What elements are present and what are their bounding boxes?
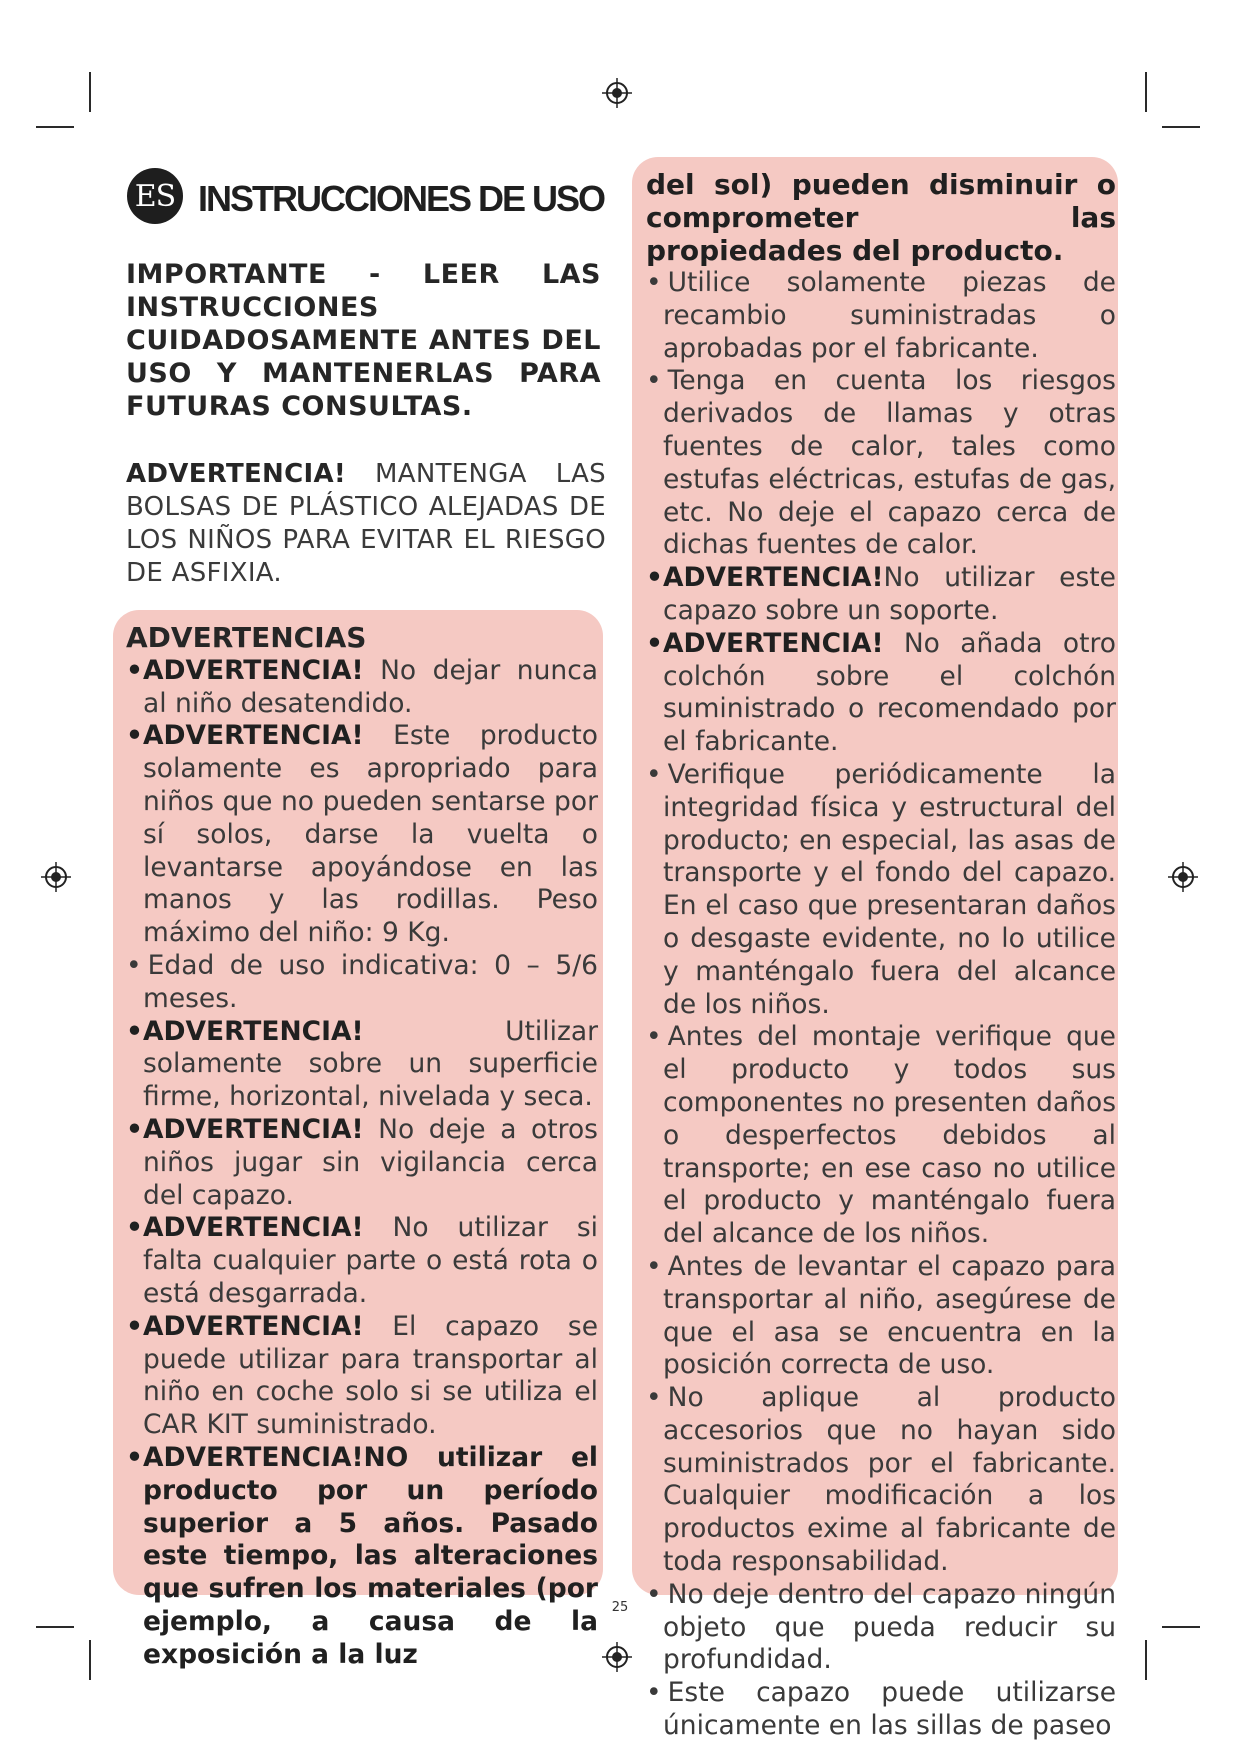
- bullet-icon: •: [126, 1441, 143, 1473]
- crop-mark: [1162, 1626, 1200, 1628]
- item-text: Tenga en cuenta los riesgos derivados de llamas y otras fuentes de calor, tales como estufas eléctricas, estufas de gas, etc. No deje el capazo cerca de dichas fuentes de calor.: [663, 365, 1116, 561]
- warnings-list-right: [646, 267, 1116, 1743]
- list-item: [646, 1251, 1116, 1382]
- list-item: [646, 628, 1116, 759]
- item-text: Verifique periódicamente la integridad física y estructural del producto; en especial, las asas de transporte y el fondo del capazo. En el caso que presentaran daños o desgaste evidente, no lo utilice y manténgalo fuera del alcance de los niños.: [663, 758, 1116, 1020]
- bullet-icon: •: [646, 562, 663, 594]
- item-text: No utilizar si falta cualquier parte o está rota o está desgarrada.: [143, 1212, 598, 1309]
- bullet-icon: •: [646, 1250, 662, 1282]
- bullet-icon: •: [126, 949, 142, 981]
- registration-mark-icon: [602, 1642, 632, 1672]
- crop-mark: [1162, 126, 1200, 128]
- item-text: Antes del montaje verifique que el producto y todos sus componentes no presenten daños o desperfectos debidos al transporte; en ese caso no utilice el producto y manténgalo fuera del alcance de los niños.: [663, 1021, 1116, 1250]
- bullet-icon: •: [126, 1212, 143, 1244]
- item-text: Este producto solamente es apropriado para niños que no pueden sentarse por sí solos, darse la vuelta o levantarse apoyándose en las manos y las rodillas. Peso máximo del niño: 9 Kg.: [143, 720, 598, 949]
- bullet-icon: •: [646, 365, 662, 397]
- list-item: [646, 1579, 1116, 1677]
- list-item: [646, 562, 1116, 628]
- warning-text: MANTENGA LAS BOLSAS DE PLÁSTICO ALEJADAS DE LOS NIÑOS PARA EVITAR EL RIESGO DE ASFIXIA.: [126, 459, 606, 588]
- warning-label: ADVERTENCIA!: [142, 1310, 364, 1342]
- warning-label: ADVERTENCIA!: [662, 562, 884, 594]
- item-text: El capazo se puede utilizar para transportar al niño en coche solo si se utiliza el CAR KIT suministrado.: [143, 1310, 598, 1441]
- list-item: [646, 1382, 1116, 1579]
- warning-label: ADVERTENCIA!: [126, 459, 347, 489]
- crop-mark: [36, 126, 74, 128]
- warning-label: ADVERTENCIA!: [142, 1113, 364, 1145]
- warning-label: ADVERTENCIA!: [142, 1441, 364, 1473]
- bullet-icon: •: [646, 627, 663, 659]
- bullet-icon: •: [646, 1382, 662, 1414]
- warning-label: ADVERTENCIA!: [142, 1212, 364, 1244]
- bullet-icon: •: [646, 1578, 662, 1610]
- plastic-bag-warning: [126, 458, 606, 590]
- item-text: No deje a otros niños jugar sin vigilancia cerca del capazo.: [143, 1113, 598, 1211]
- warnings-heading: ADVERTENCIAS: [126, 621, 367, 654]
- registration-mark-icon: [602, 78, 632, 108]
- warning-label: ADVERTENCIA!: [142, 654, 364, 686]
- warnings-column-left: [126, 622, 598, 1672]
- list-item: [126, 1016, 598, 1114]
- bullet-icon: •: [126, 1310, 143, 1342]
- bullet-icon: •: [126, 720, 143, 752]
- continued-text: del sol) pueden disminuir o comprometer las propiedades del producto.: [646, 168, 1116, 267]
- item-text: NO utilizar el producto por un período superior a 5 años. Pasado este tiempo, las alteraciones que sufren los materiales (por ejemplo, a causa de la exposición a la luz: [143, 1441, 598, 1670]
- bullet-icon: •: [126, 654, 143, 686]
- crop-mark: [36, 1626, 74, 1628]
- item-text: Utilizar solamente sobre un superficie firme, horizontal, nivelada y seca.: [143, 1015, 598, 1113]
- item-text: Antes de levantar el capazo para transportar al niño, asegúrese de que el asa se encuentra en la posición correcta de uso.: [663, 1250, 1116, 1381]
- registration-mark-icon: [41, 862, 71, 892]
- item-text: No deje dentro del capazo ningún objeto que pueda reducir su profundidad.: [663, 1578, 1116, 1676]
- page-title: INSTRUCCIONES DE USO: [198, 178, 605, 219]
- list-item: [646, 759, 1116, 1021]
- item-text: No utilizar este capazo sobre un soporte.: [663, 562, 1116, 626]
- list-item: [126, 1311, 598, 1442]
- language-badge: ES: [127, 168, 183, 224]
- crop-mark: [89, 1640, 91, 1680]
- list-item: [646, 365, 1116, 562]
- list-item: [646, 267, 1116, 365]
- crop-mark: [1145, 72, 1147, 112]
- list-item: [126, 1212, 598, 1310]
- item-text: No añada otro colchón sobre el colchón suministrado o recomendado por el fabricante.: [663, 627, 1116, 758]
- list-item: [126, 720, 598, 950]
- crop-mark: [89, 72, 91, 112]
- item-text: No dejar nunca al niño desatendido.: [143, 654, 598, 719]
- bullet-icon: •: [646, 758, 662, 790]
- warnings-list-left: [126, 655, 598, 1672]
- list-item: [126, 1442, 598, 1672]
- list-item: [126, 950, 598, 1016]
- page-number: 25: [611, 1600, 629, 1615]
- bullet-icon: •: [126, 1113, 143, 1145]
- bullet-icon: •: [646, 1021, 662, 1053]
- warning-label: ADVERTENCIA!: [142, 720, 364, 752]
- important-notice: IMPORTANTE - LEER LAS INSTRUCCIONES CUIDADOSAMENTE ANTES DEL USO Y MANTENERLAS PARA FUTURAS CONSULTAS.: [126, 259, 601, 422]
- list-item: [646, 1677, 1116, 1743]
- item-text: Utilice solamente piezas de recambio suministradas o aprobadas por el fabricante.: [663, 267, 1116, 364]
- bullet-icon: •: [646, 1677, 662, 1709]
- registration-mark-icon: [1168, 862, 1198, 892]
- warning-label: ADVERTENCIA!: [142, 1015, 364, 1047]
- list-item: [646, 1021, 1116, 1251]
- bullet-icon: •: [126, 1015, 143, 1047]
- list-item: [126, 1114, 598, 1212]
- item-text: Este capazo puede utilizarse únicamente en las sillas de paseo: [663, 1677, 1116, 1742]
- list-item: [126, 655, 598, 721]
- crop-mark: [1145, 1640, 1147, 1680]
- warnings-column-right: [646, 168, 1116, 1743]
- item-text: Edad de uso indicativa: 0 – 5/6 meses.: [143, 949, 598, 1014]
- item-text: No aplique al producto accesorios que no hayan sido suministrados por el fabricante. Cualquier modificación a los productos exime al fabricante de toda responsabilidad.: [663, 1382, 1116, 1578]
- warning-label: ADVERTENCIA!: [662, 627, 884, 659]
- bullet-icon: •: [646, 267, 662, 298]
